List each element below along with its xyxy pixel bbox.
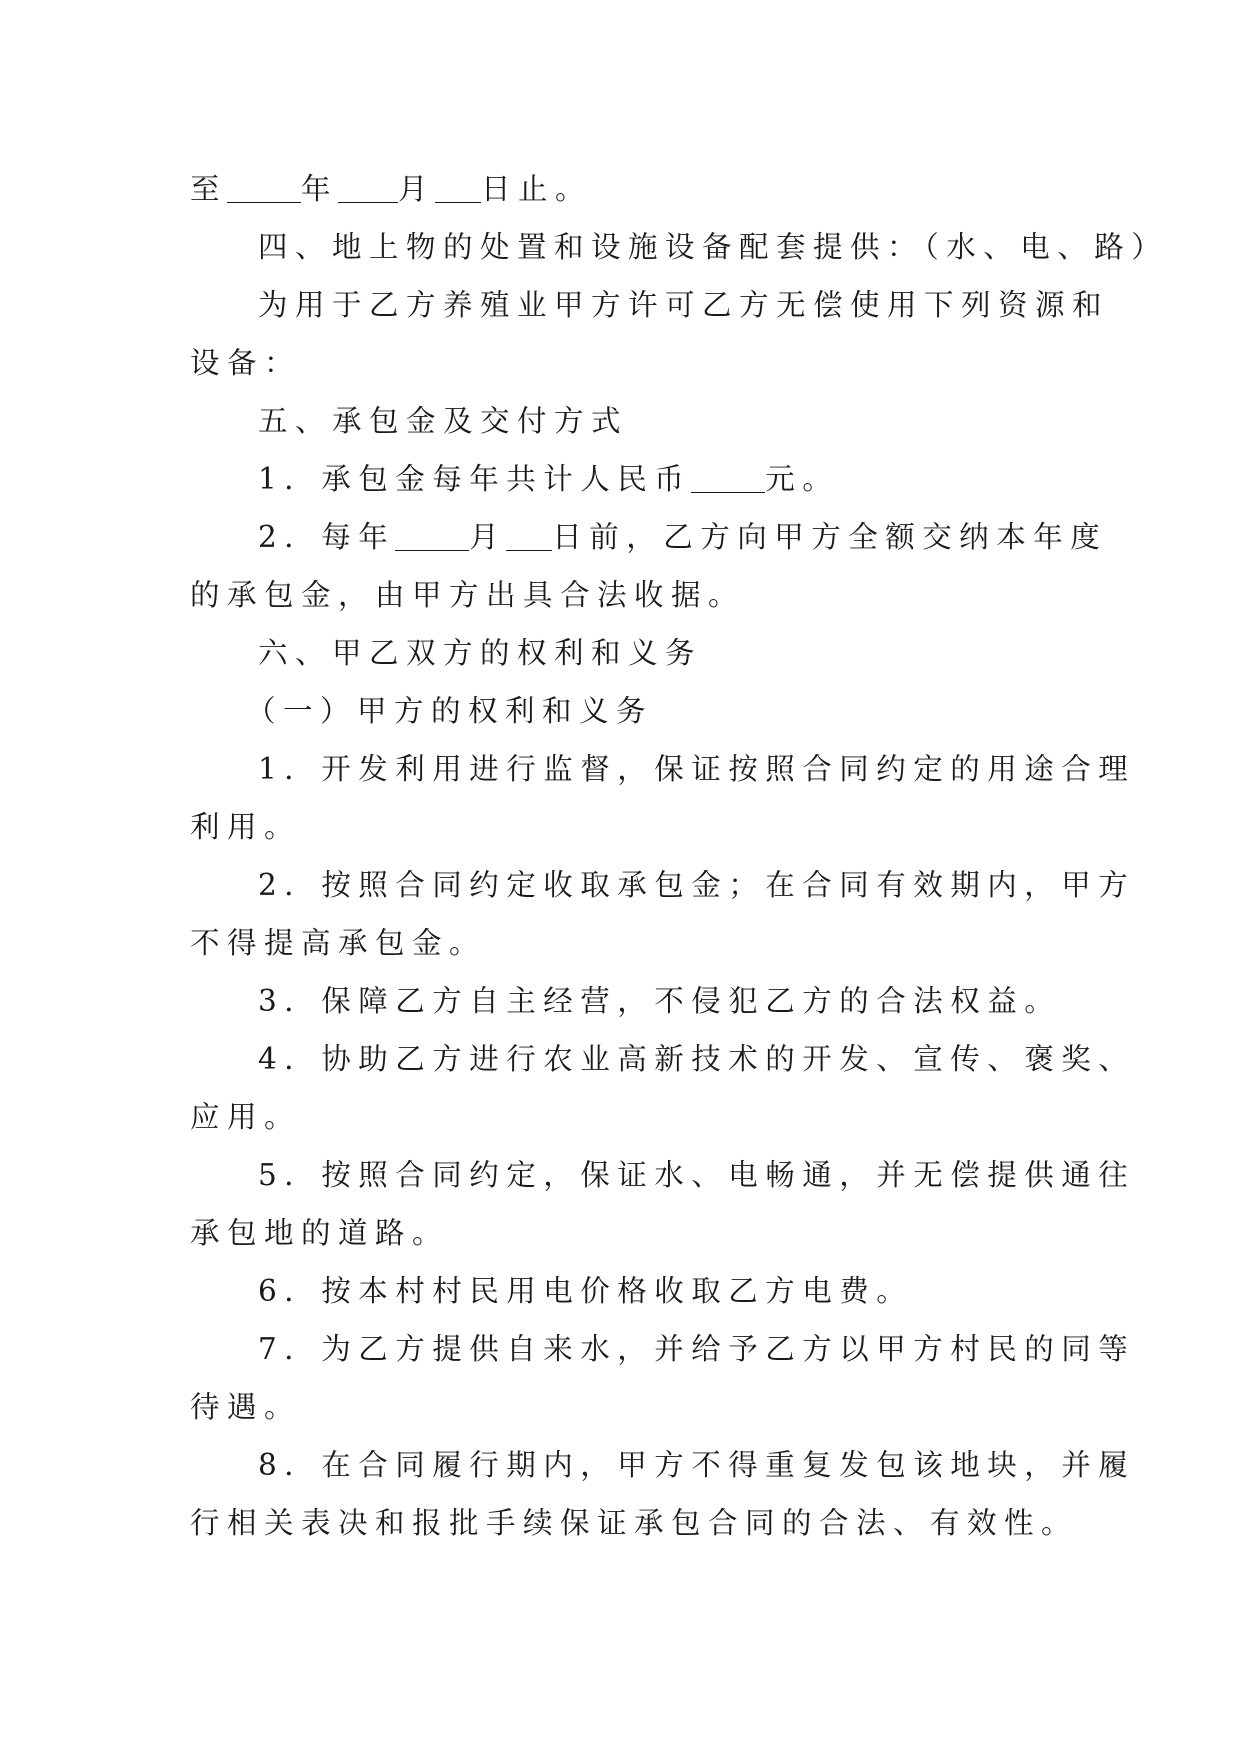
paragraph-line: 5．按照合同约定，保证水、电畅通，并无偿提供通往 (258, 1158, 1136, 1192)
paragraph-line: 五、承包金及交付方式 (258, 404, 629, 438)
paragraph-line: 待遇。 (190, 1390, 302, 1424)
document-body (190, 160, 1169, 1552)
term-end-date-line (190, 160, 1050, 218)
text-segment: 日止。 (481, 172, 593, 206)
clause-6-8 (190, 1436, 1136, 1552)
clause-5-2 (190, 508, 1108, 624)
blank-month-field[interactable] (395, 520, 469, 551)
clause-6-2 (190, 856, 1136, 972)
clause-6-7 (190, 1320, 1136, 1436)
paragraph-line: 四、地上物的处置和设施设备配套提供：（水、电、路） (258, 230, 1169, 264)
clause-5-1 (190, 450, 1050, 508)
paragraph-line: 2．按照合同约定收取承包金；在合同有效期内，甲方 (258, 868, 1136, 902)
section-heading-5 (190, 392, 1050, 450)
paragraph-line: 8．在合同履行期内，甲方不得重复发包该地块，并履 (258, 1448, 1136, 1482)
clause-6-6 (190, 1262, 1050, 1320)
clause-6-1 (190, 740, 1136, 856)
paragraph-line: 6．按本村村民用电价格收取乙方电费。 (258, 1274, 914, 1308)
text-segment: 月 (469, 520, 507, 554)
paragraph-line: 应用。 (190, 1100, 302, 1134)
paragraph-line: 六、甲乙双方的权利和义务 (258, 636, 703, 670)
blank-day-field[interactable] (506, 520, 552, 551)
clause-6-5 (190, 1146, 1136, 1262)
paragraph-resources (190, 276, 1110, 392)
clause-6-4 (190, 1030, 1136, 1146)
paragraph-line: 设备： (190, 346, 302, 380)
text-segment: 日前，乙方向甲方全额交纳本年度 (552, 520, 1108, 554)
blank-day-field[interactable] (435, 172, 481, 203)
paragraph-line: 4．协助乙方进行农业高新技术的开发、宣传、褒奖、 (258, 1042, 1136, 1076)
text-segment: 1．承包金每年共计人民币 (258, 462, 692, 496)
section-heading-6 (190, 624, 1050, 682)
paragraph-line: 7．为乙方提供自来水，并给予乙方以甲方村民的同等 (258, 1332, 1136, 1366)
blank-amount-field[interactable] (691, 462, 765, 493)
blank-year-field[interactable] (227, 172, 301, 203)
text-segment: 至 (190, 172, 228, 206)
paragraph-line: 行相关表决和报批手续保证承包合同的合法、有效性。 (190, 1506, 1079, 1540)
paragraph-line: （一）甲方的权利和义务 (246, 694, 654, 728)
text-segment: 元。 (765, 462, 840, 496)
paragraph-line: 3．保障乙方自主经营，不侵犯乙方的合法权益。 (258, 984, 1062, 1018)
text-segment: 2．每年 (258, 520, 396, 554)
clause-6-3 (190, 972, 1062, 1030)
text-segment: 年 (301, 172, 339, 206)
paragraph-line: 不得提高承包金。 (190, 926, 487, 960)
paragraph-line: 1．开发利用进行监督，保证按照合同约定的用途合理 (258, 752, 1136, 786)
paragraph-line: 为用于乙方养殖业甲方许可乙方无偿使用下列资源和 (258, 288, 1110, 322)
paragraph-line: 利用。 (190, 810, 302, 844)
section-heading-4 (190, 218, 1169, 276)
paragraph-line: 的承包金，由甲方出具合法收据。 (190, 578, 746, 612)
subsection-heading-party-a (190, 682, 1050, 740)
blank-month-field[interactable] (338, 172, 398, 203)
paragraph-line: 承包地的道路。 (190, 1216, 450, 1250)
text-segment: 月 (398, 172, 436, 206)
